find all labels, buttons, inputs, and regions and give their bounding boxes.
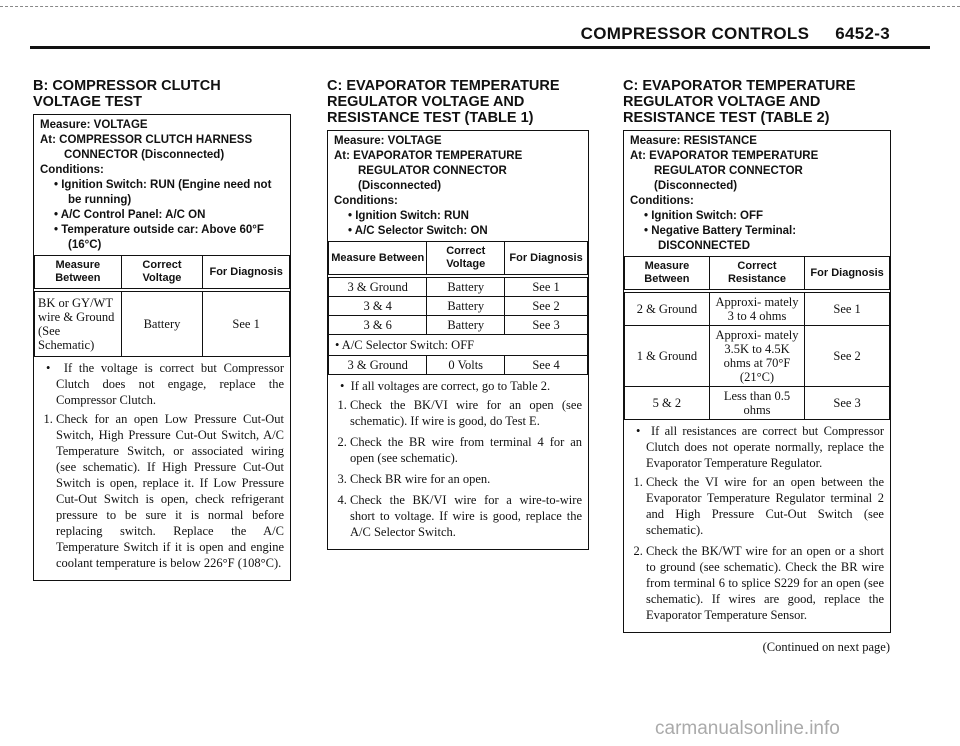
cell: 3 & 6 — [329, 316, 427, 335]
note-step: 1. Check for an open Low Pressure Cut-Out Switch, High Pressure Cut-Out Switch, A/C Temperature Switch, or associated wiring (see schematic). If High Pressure Cut-Out Switch is open, replace it. If Low Pressure Cut-Out Switch is open, check refrigerant pressure to be sure it is normal before replacing switch. Replace the A/C Temperature Switch if it is open and engine coolant temperature is below 226°F (108°C). — [56, 411, 284, 571]
col-header: Correct Resistance — [709, 257, 804, 292]
info-line: • A/C Control Panel: A/C ON — [54, 209, 206, 221]
info-line: At: COMPRESSOR CLUTCH HARNESS — [40, 134, 253, 146]
cell: Battery — [427, 316, 505, 335]
col-header: For Diagnosis — [805, 257, 890, 292]
cell: BK or GY/WT wire & Ground (See Schematic) — [35, 290, 122, 357]
cell: See 2 — [805, 326, 890, 387]
test-c1-table — [328, 241, 588, 375]
test-b-box — [33, 114, 291, 581]
table-row — [625, 291, 890, 326]
note-text: If the voltage is correct but Compressor Clutch does not engage, replace the Compressor Clutch. — [56, 361, 284, 407]
cell: Approxi- mately 3 to 4 ohms — [709, 291, 804, 326]
cell: See 3 — [505, 316, 588, 335]
info-line: Conditions: — [334, 195, 398, 207]
table-row — [329, 356, 588, 375]
cell: 1 & Ground — [625, 326, 710, 387]
cell: Battery — [121, 290, 203, 357]
cell: Battery — [427, 297, 505, 316]
selector-off-subheading: • A/C Selector Switch: OFF — [329, 335, 588, 356]
note-step: 1. Check the VI wire for an open between the Evaporator Temperature Regulator terminal 2 and High Pressure Cut-Out Switch (see schematic). — [646, 474, 884, 538]
info-line: be running) — [68, 194, 132, 206]
test-c1-title: C: EVAPORATOR TEMPERATURE REGULATOR VOLTAGE AND RESISTANCE TEST (TABLE 1) — [327, 78, 560, 126]
note-step: 4. Check the BK/VI wire for a wire-to-wire short to voltage. If wire is good, replace the A/C Selector Switch. — [350, 492, 582, 540]
info-line: Conditions: — [630, 195, 694, 207]
table-row — [35, 290, 290, 357]
col-header: For Diagnosis — [505, 242, 588, 277]
cell: 0 Volts — [427, 356, 505, 375]
info-line: REGULATOR CONNECTOR — [654, 165, 803, 177]
cell: See 1 — [805, 291, 890, 326]
column-c1 — [327, 78, 589, 550]
info-line: CONNECTOR (Disconnected) — [64, 149, 225, 161]
test-c1-box — [327, 130, 589, 550]
info-line: (16°C) — [68, 239, 102, 251]
test-b-notes — [34, 357, 290, 580]
top-dashed-line — [0, 6, 960, 7]
cell: 2 & Ground — [625, 291, 710, 326]
note-step: 3. Check BR wire for an open. — [350, 471, 582, 487]
cell: 3 & Ground — [329, 276, 427, 297]
test-b-info — [34, 115, 290, 255]
info-line: Measure: RESISTANCE — [630, 135, 757, 147]
page-header — [581, 24, 890, 44]
info-line: • Ignition Switch: RUN — [348, 210, 469, 222]
info-line: REGULATOR CONNECTOR — [358, 165, 507, 177]
header-rule — [30, 46, 930, 49]
table-row — [625, 387, 890, 420]
cell: See 4 — [505, 356, 588, 375]
cell: 3 & Ground — [329, 356, 427, 375]
section-title: COMPRESSOR CONTROLS — [580, 24, 810, 43]
info-line: Conditions: — [40, 164, 104, 176]
info-line: (Disconnected) — [358, 180, 442, 192]
info-line: (Disconnected) — [654, 180, 738, 192]
test-c2-table — [624, 256, 890, 420]
table-row — [329, 276, 588, 297]
column-c2 — [623, 78, 891, 633]
column-b — [33, 78, 291, 581]
page-number: 6452-3 — [835, 24, 890, 43]
test-c2-box — [623, 130, 891, 633]
cell: 3 & 4 — [329, 297, 427, 316]
watermark-footer: carmanualsonline.info — [655, 718, 840, 739]
col-header: Correct Voltage — [427, 242, 505, 277]
info-line: • Ignition Switch: OFF — [644, 210, 764, 222]
cell: Less than 0.5 ohms — [709, 387, 804, 420]
cell: Approxi- mately 3.5K to 4.5K ohms at 70°F (21°C) — [709, 326, 804, 387]
info-line: At: EVAPORATOR TEMPERATURE — [630, 150, 819, 162]
info-line: • Ignition Switch: RUN (Engine need not — [54, 179, 272, 191]
note-bullet: • If all resistances are correct but Compressor Clutch does not operate normally, replace the Evaporator Temperature Regulator. — [636, 424, 884, 470]
info-line: At: EVAPORATOR TEMPERATURE — [334, 150, 523, 162]
note-step: 2. Check the BR wire from terminal 4 for an open (see schematic). — [350, 434, 582, 466]
cell: 5 & 2 — [625, 387, 710, 420]
info-line: Measure: VOLTAGE — [40, 119, 148, 131]
info-line: DISCONNECTED — [658, 240, 751, 252]
cell: See 2 — [505, 297, 588, 316]
table-row — [329, 297, 588, 316]
note-bullet: • If the voltage is correct but Compressor Clutch does not engage, replace the Compressor Clutch. — [46, 361, 284, 407]
note-step: 2. Check the BK/WT wire for an open or a short to ground (see schematic). Check the BR wire from terminal 6 to splice S229 for an open (see schematic). If wires are good, replace the Evaporator Temperature Sensor. — [646, 543, 884, 623]
info-line: • A/C Selector Switch: ON — [348, 225, 488, 237]
test-b-table — [34, 255, 290, 357]
continued-note: (Continued on next page) — [762, 640, 890, 654]
table-row — [329, 316, 588, 335]
cell: See 1 — [505, 276, 588, 297]
cell: Battery — [427, 276, 505, 297]
col-header: Measure Between — [625, 257, 710, 292]
test-b-title: B: COMPRESSOR CLUTCH VOLTAGE TEST — [33, 78, 221, 110]
test-c1-notes — [328, 375, 588, 549]
test-c1-info — [328, 131, 588, 241]
info-line: • Negative Battery Terminal: — [644, 225, 797, 237]
note-step: 1. Check the BK/VI wire for an open (see schematic). If wire is good, do Test E. — [350, 397, 582, 429]
table-subheading-row — [329, 335, 588, 356]
note-text: If all resistances are correct but Compressor Clutch does not operate normally, replace the Evaporator Temperature Regulator. — [646, 424, 884, 470]
test-c2-notes — [624, 420, 890, 632]
test-c2-title: C: EVAPORATOR TEMPERATURE REGULATOR VOLTAGE AND RESISTANCE TEST (TABLE 2) — [623, 78, 856, 126]
cell: See 1 — [203, 290, 290, 357]
note-bullet: • If all voltages are correct, go to Table 2. — [340, 379, 551, 393]
info-line: • Temperature outside car: Above 60°F — [54, 224, 264, 236]
col-header: For Diagnosis — [203, 256, 290, 291]
note-text: If all voltages are correct, go to Table 2. — [350, 379, 551, 393]
info-line: Measure: VOLTAGE — [334, 135, 442, 147]
col-header: Measure Between — [329, 242, 427, 277]
table-row — [625, 326, 890, 387]
col-header: Correct Voltage — [121, 256, 203, 291]
cell: See 3 — [805, 387, 890, 420]
col-header: Measure Between — [35, 256, 122, 291]
test-c2-info — [624, 131, 890, 256]
